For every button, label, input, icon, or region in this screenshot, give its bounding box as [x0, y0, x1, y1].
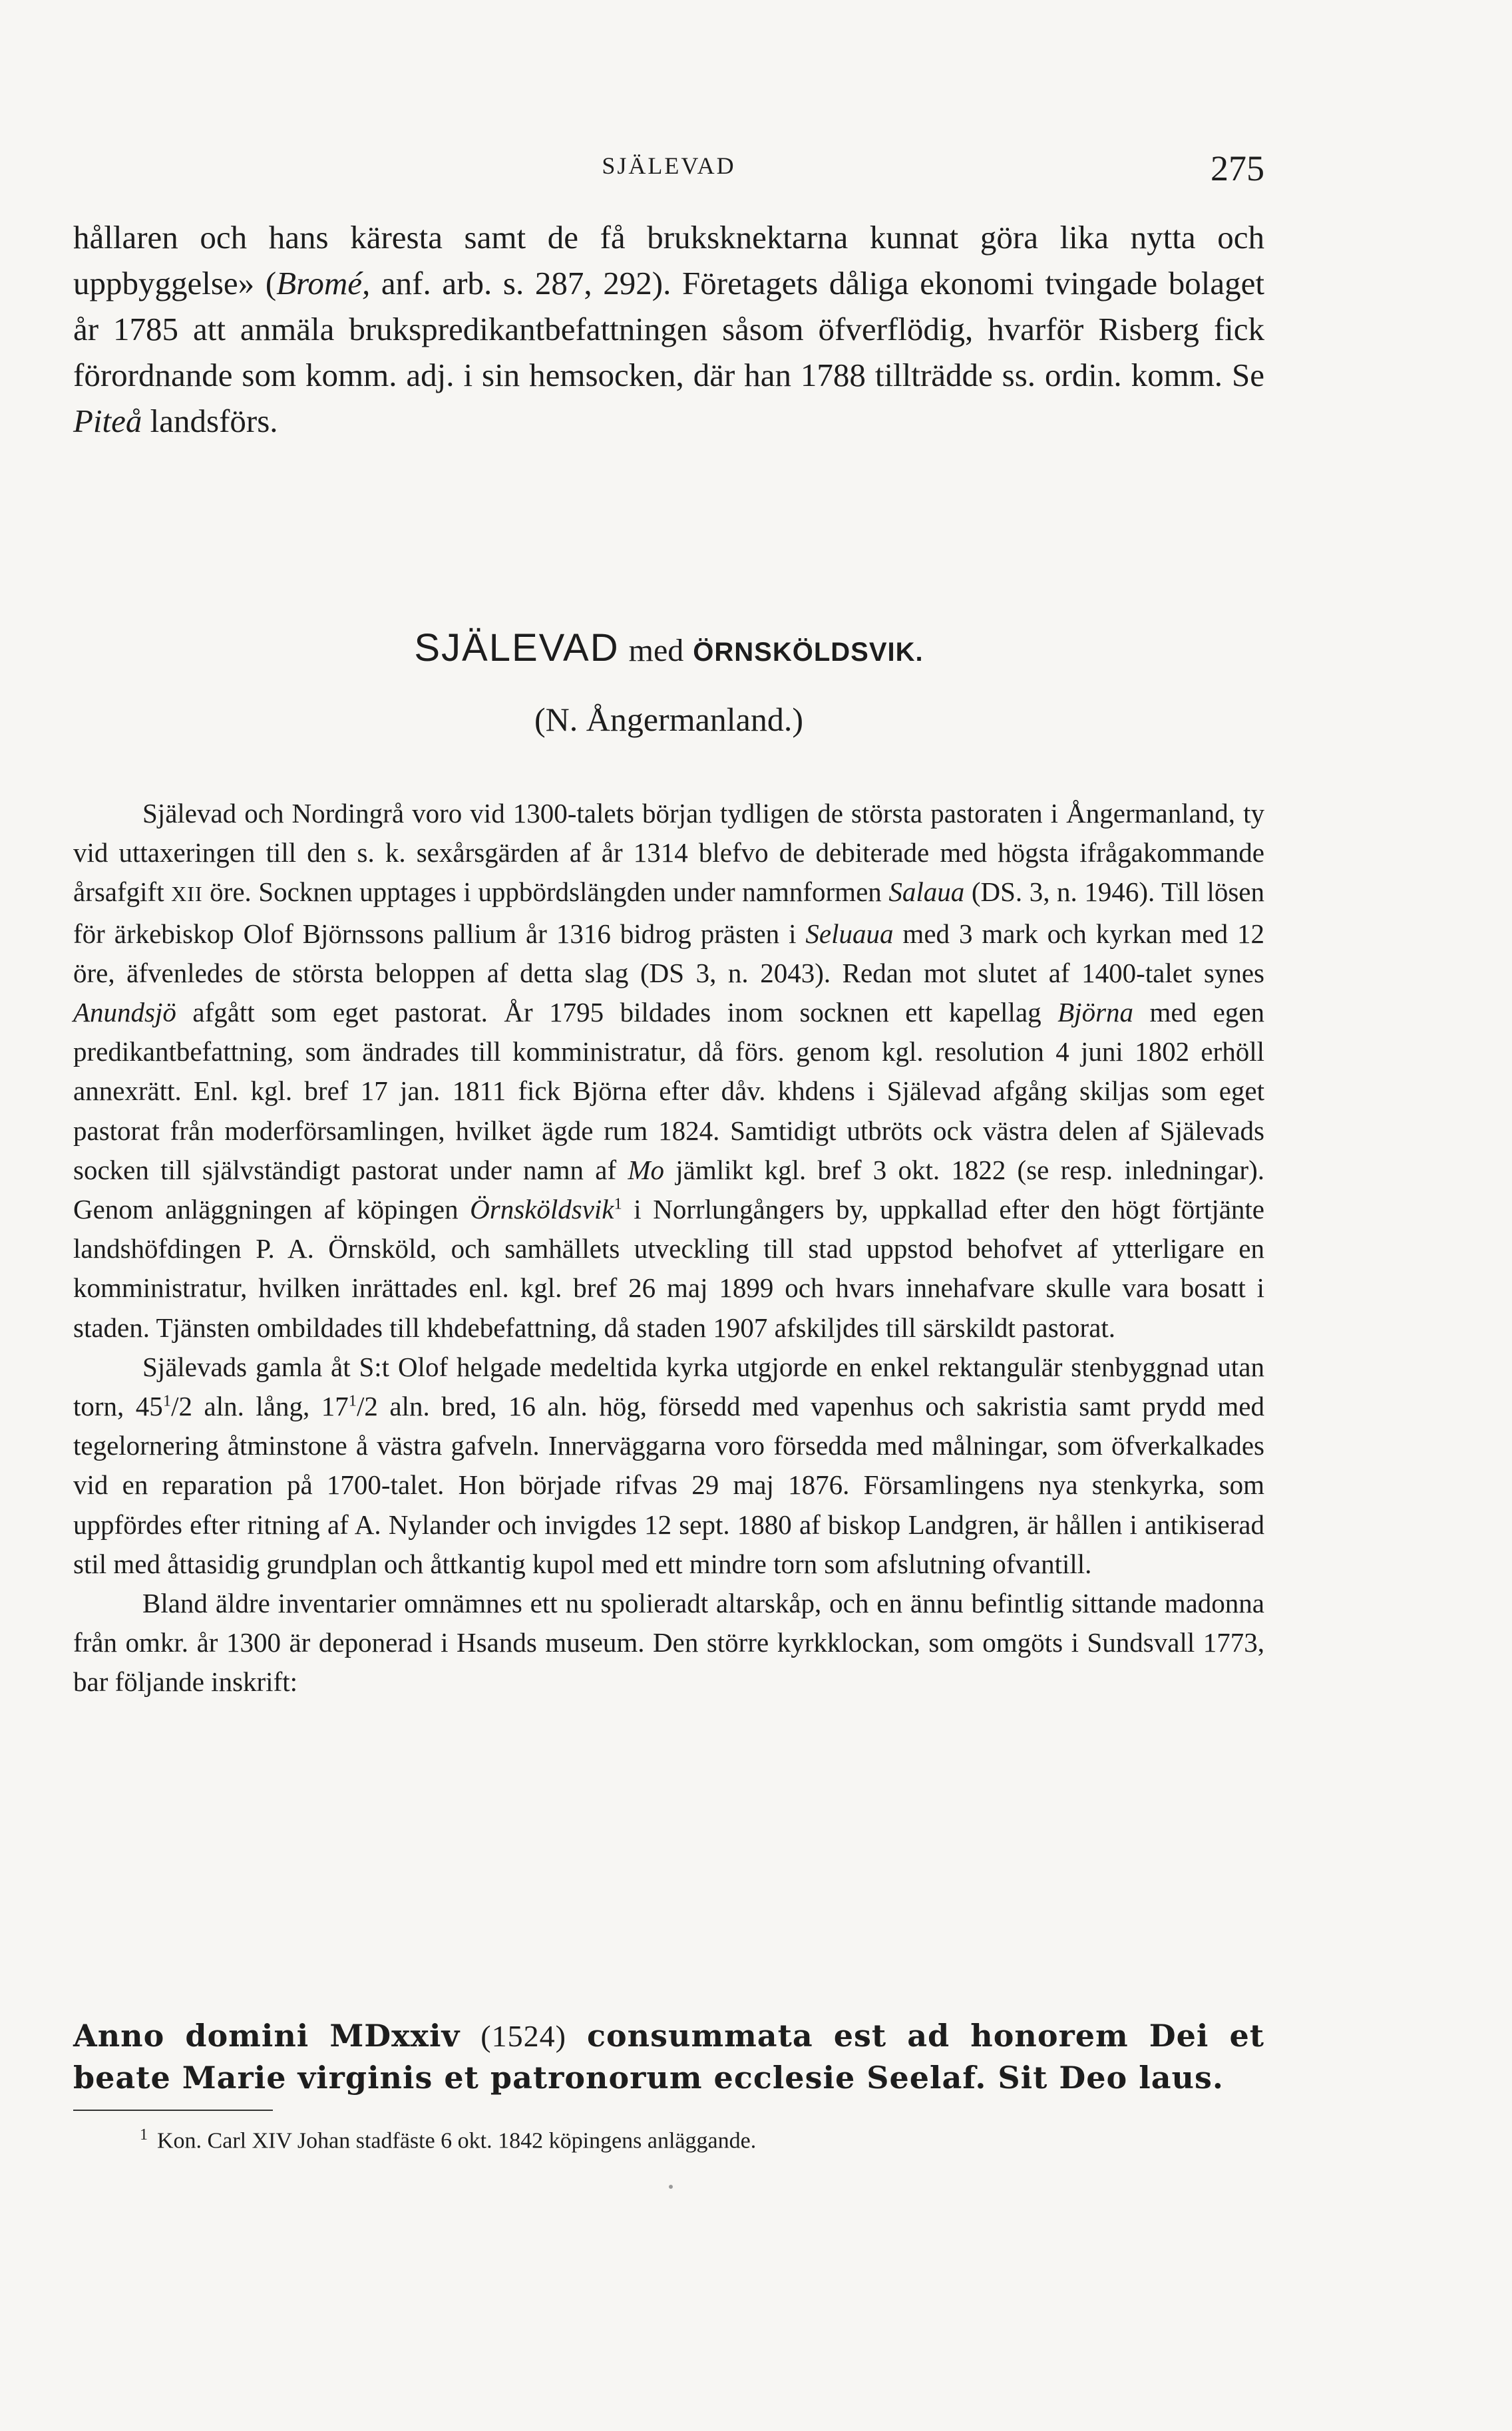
- heading-main: SJÄLEVAD: [414, 626, 620, 669]
- footnote-mark: 1: [140, 2126, 148, 2144]
- p2-text-b: /2 aln. lång, 17: [171, 1391, 349, 1422]
- p1-amount: XII: [171, 882, 203, 906]
- p1-text-h: i Norrlungångers by, uppkallad efter den högt förtjänte landshöfdingen P. A. Örnsköld, och samhällets utveckling till stad uppstod behofvet af ytterligare en komministratur, hvilken inrättades enl. kgl. bref 26 maj 1899 och hvars innehafvare skulle vara bosatt i staden. Tjänsten ombildades till khdebefattning, då staden 1907 afskiljdes till särskildt pastorat.: [73, 1194, 1265, 1343]
- p1-text-a: Själevad och Nordingrå voro vid 1300-talets början tydligen de största pastoraten i Ångermanland, ty vid uttaxeringen till den s. k. sexårsgärden af år 1314 blefvo de debiterade med högsta ifrågakommande årsafgift: [73, 798, 1264, 908]
- p1-name-seluaua: Seluaua: [805, 918, 894, 949]
- heading-sub: ÖRNSKÖLDSVIK.: [693, 638, 924, 667]
- inscription-text-1: Anno domini MDxxiv: [73, 2018, 481, 2054]
- bell-inscription: [73, 2015, 1264, 2098]
- lead-ref-pitea: Piteå: [73, 403, 142, 439]
- section-body: [73, 794, 1264, 1702]
- footnote-rule: [73, 2110, 273, 2111]
- lead-text-3: landsförs.: [142, 403, 278, 439]
- p1-text-b: öre. Socknen upptages i uppbördslängden under namnformen: [202, 876, 889, 908]
- ink-dot: [669, 2185, 673, 2189]
- p1-name-ornskoldsvik: Örnsköldsvik: [470, 1194, 614, 1225]
- p2-frac-2: 1: [348, 1392, 357, 1410]
- lead-ref-brome: Bromé,: [276, 265, 371, 301]
- p1-name-salaua: Salaua: [888, 876, 965, 908]
- paragraph-3: Bland äldre inventarier omnämnes ett nu spolieradt altarskåp, och en ännu befintlig sittande madonna från omkr. år 1300 är deponerad i Hsands museum. Den större kyrkklockan, som omgöts i Sundsvall 1773, bar följande inskrift:: [73, 1588, 1264, 1698]
- lead-text-2: anf. arb. s. 287, 292). Företagets dåliga ekonomi tvingade bolaget år 1785 att anmäla brukspredikantbefattningen såsom öfverflödig, hvarför Risberg fick förordnande som komm. adj. i sin hemsocken, där han 1788 tillträdde ss. ordin. komm. Se: [73, 265, 1264, 393]
- p1-text-e: afgått som eget pastorat. År 1795 bildades inom socknen ett kapellag: [176, 997, 1058, 1028]
- p1-text-g: jämlikt kgl. bref 3 okt. 1822 (se resp. inledningar). Genom anläggningen af köpingen: [73, 1154, 1264, 1225]
- p1-name-anundsjo: Anundsjö: [73, 997, 176, 1028]
- footnote-ref[interactable]: 1: [614, 1195, 622, 1213]
- page-number: 275: [1211, 148, 1264, 188]
- p1-text-f: med egen predikantbefattning, som ändrades till komministratur, då förs. genom kgl. resolution 4 juni 1802 erhöll annexrätt. Enl. kgl. bref 17 jan. 1811 fick Björna efter dåv. khdens i Själevad afgång skiljas som eget pastorat från moderförsamlingen, hvilket ägde rum 1824. Samtidigt utbröts ock västra delen af Själevads socken till självständigt pastorat under namn af: [73, 997, 1265, 1185]
- lead-text-1: hållaren och hans käresta samt de få bruksknektarna kunnat göra lika nytta och uppbyggelse» (: [73, 219, 1264, 301]
- heading-region: (N. Ångermanland.): [534, 701, 804, 738]
- paragraph-1: [73, 794, 1264, 1348]
- footnote-text: Kon. Carl XIV Johan stadfäste 6 okt. 1842 köpingens anläggande.: [157, 2128, 757, 2153]
- p2-text-c: /2 aln. bred, 16 aln. hög, försedd med vapenhus och sakristia samt prydd med tegelornering åtminstone å västra gafveln. Innerväggarna voro försedda med målningar, som öfverkalkades vid en reparation på 1700-talet. Hon började rifvas 29 maj 1876. Församlingens nya stenkyrka, som uppfördes efter ritning af A. Nylander och invigdes 12 sept. 1880 af biskop Landgren, är hållen i antikiserad stil med åttasidig grundplan och åttkantig kupol med ett mindre torn som afslutning ofvantill.: [73, 1391, 1264, 1579]
- running-head: [73, 148, 1264, 188]
- p2-frac-1: 1: [162, 1392, 172, 1410]
- running-title: SJÄLEVAD: [602, 152, 736, 179]
- p1-text-d: med 3 mark och kyrkan med 12 öre, äfvenledes de största beloppen af detta slag (DS 3, n. 2043). Redan mot slutet af 1400-talet synes: [73, 918, 1265, 988]
- p1-name-bjorna: Björna: [1057, 997, 1134, 1028]
- inscription-year: (1524): [480, 2019, 566, 2053]
- heading-connector: med: [628, 633, 684, 668]
- section-heading: [73, 626, 1264, 670]
- p1-text-c: (DS. 3, n. 1946). Till lösen för ärkebiskop Olof Björnssons pallium år 1316 bidrog prästen i: [73, 876, 1264, 949]
- paragraph-2: [73, 1348, 1264, 1584]
- footnote: [73, 2119, 1264, 2157]
- p2-text-a: Själevads gamla åt S:t Olof helgade medeltida kyrka utgjorde en enkel rektangulär stenbyggnad utan torn, 45: [73, 1351, 1264, 1422]
- p1-name-mo: Mo: [628, 1154, 665, 1185]
- inscription-text-2: consummata est ad honorem Dei et beate Marie virginis et patronorum ecclesie Seelaf. Sit Deo laus.: [73, 2018, 1264, 2096]
- lead-paragraph: [73, 214, 1264, 444]
